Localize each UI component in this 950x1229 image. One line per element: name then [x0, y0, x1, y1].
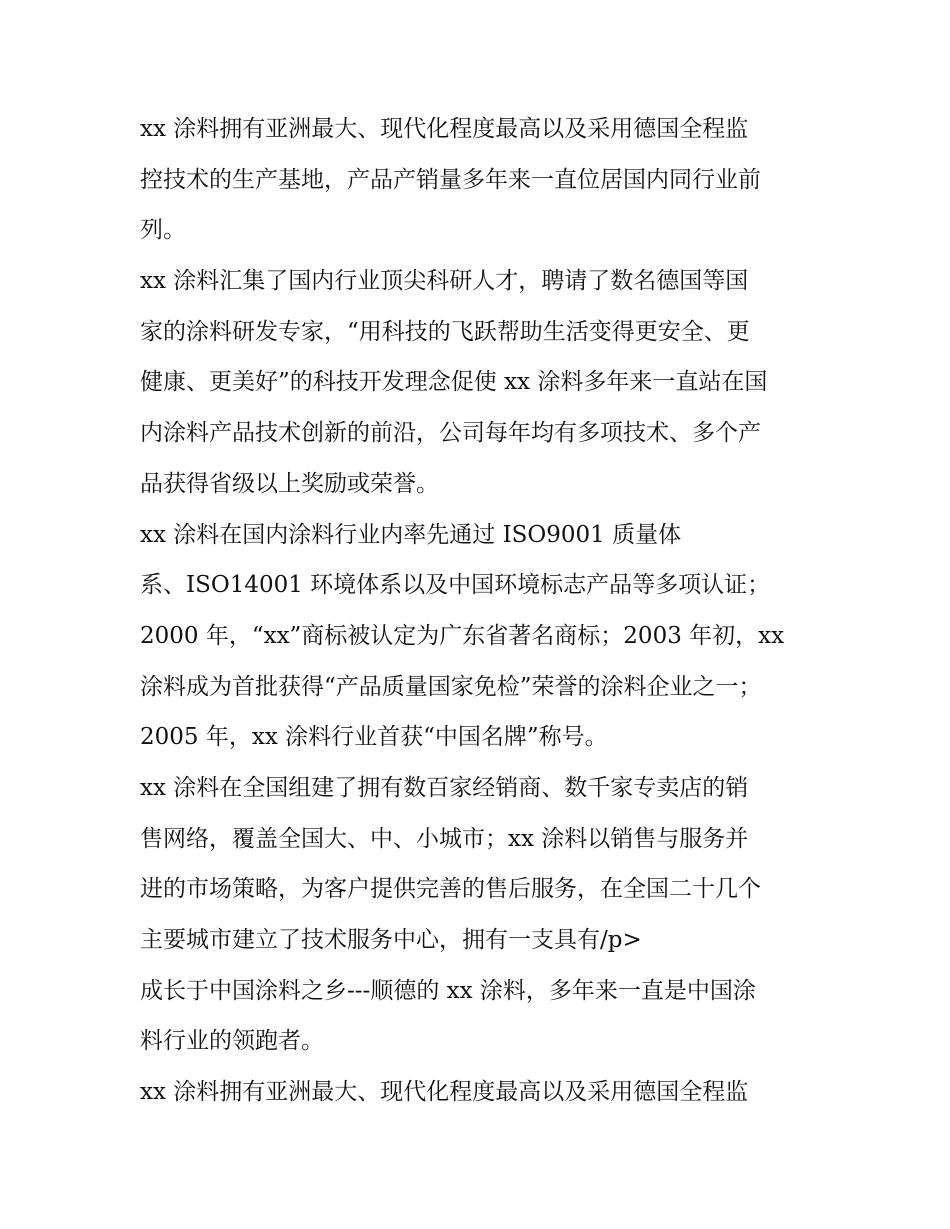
text-line: 内涂料产品技术创新的前沿，公司每年均有多项技术、多个产 — [140, 420, 761, 447]
text-line: xx 涂料拥有亚洲最大、现代化程度最高以及采用德国全程监 — [140, 116, 749, 142]
text-line: 健康、更美好”的科技开发理念促使 xx 涂料多年来一直站在国 — [140, 369, 768, 396]
text-line: 品获得省级以上奖励或荣誉。 — [140, 470, 439, 497]
text-line: 系、ISO14001 环境体系以及中国环境标志产品等多项认证； — [140, 572, 771, 599]
text-line: 控技术的生产基地，产品产销量多年来一直位居国内同行业前 — [140, 166, 761, 193]
text-line: 进的市场策略，为客户提供完善的售后服务，在全国二十几个 — [140, 876, 761, 903]
text-line: xx 涂料在国内涂料行业内率先通过 ISO9001 质量体 — [140, 521, 682, 548]
text-line: xx 涂料在全国组建了拥有数百家经销商、数千家专卖店的销 — [140, 774, 749, 801]
text-line: 成长于中国涂料之乡---顺德的 xx 涂料，多年来一直是中国涂 — [140, 977, 756, 1004]
document-body — [140, 104, 820, 1118]
text-line: xx 涂料拥有亚洲最大、现代化程度最高以及采用德国全程监 — [140, 1079, 749, 1106]
text-line: xx 涂料汇集了国内行业顶尖科研人才，聘请了数名德国等国 — [140, 268, 749, 295]
text-line: 售网络，覆盖全国大、中、小城市；xx 涂料以销售与服务并 — [140, 825, 749, 852]
text-line: 列。 — [140, 217, 186, 244]
text-line: 2000 年，“xx”商标被认定为广东省著名商标；2003 年初，xx — [140, 622, 785, 649]
text-line: 家的涂料研发专家，“用科技的飞跃帮助生活变得更安全、更 — [140, 318, 750, 345]
text-line: 涂料成为首批获得“产品质量国家免检”荣誉的涂料企业之一； — [140, 673, 762, 700]
text-line: 主要城市建立了技术服务中心，拥有一支具有/p> — [140, 927, 642, 953]
text-line: 2005 年，xx 涂料行业首获“中国名牌”称号。 — [140, 724, 608, 751]
text-line: 料行业的领跑者。 — [140, 1028, 324, 1055]
